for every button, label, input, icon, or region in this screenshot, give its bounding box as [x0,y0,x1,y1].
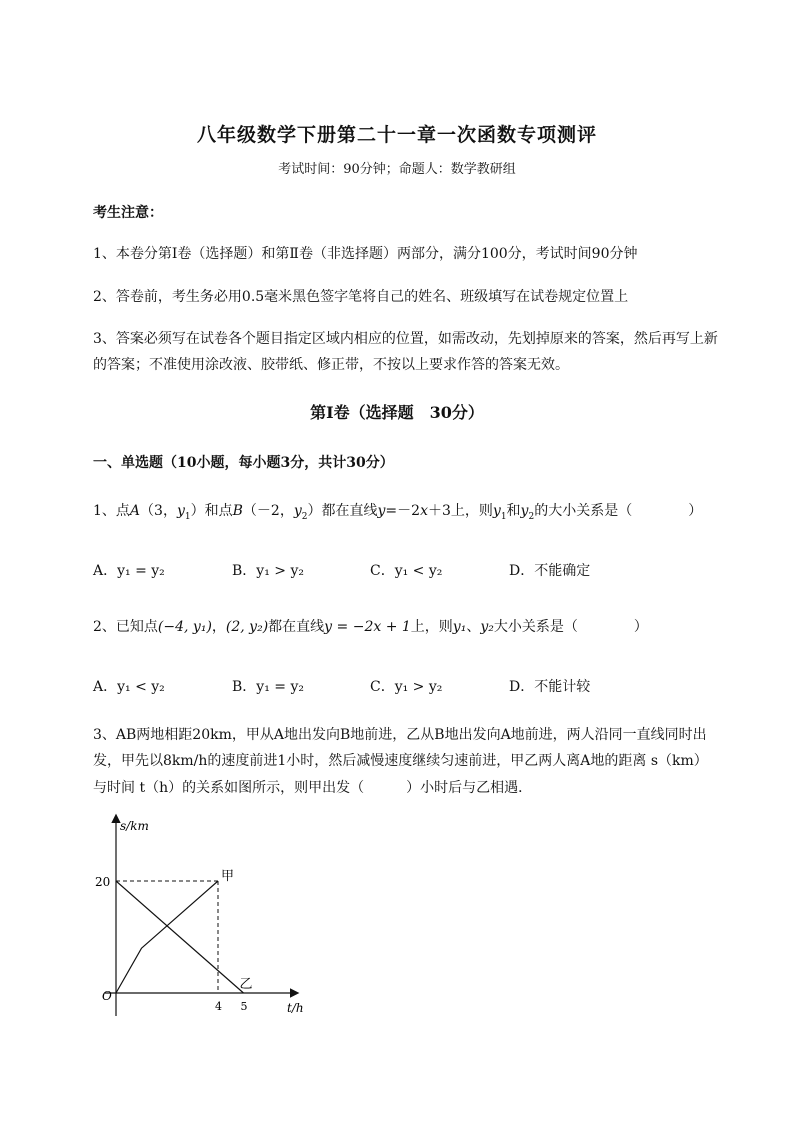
q1-var: y [377,503,386,519]
q2-var: y₁ [452,619,467,635]
page-title: 八年级数学下册第二十一章一次函数专项测评 [196,124,597,146]
series-line-1 [116,881,244,993]
q1-text: （－2， [242,503,294,519]
q1-var: y [520,503,529,519]
q1-sub: 1 [500,511,507,522]
q2-text: 、 [466,619,481,635]
question-2 [93,616,648,636]
x-tick-5: 5 [240,1000,248,1013]
notice-item-1: 1、本卷分第I卷（选择题）和第Ⅱ卷（非选择题）两部分，满分100分，考试时间90分钟 [93,246,638,262]
q1-text: ）和点 [190,503,233,519]
q1-var: y [492,503,501,519]
q2-text: 大小关系是（ ） [493,619,648,635]
origin-label: O [102,989,112,1003]
q2-text: ， [211,619,226,635]
q2-option-c[interactable]: C．y₁ > y₂ [370,679,443,695]
question-3-line-3: 与时间 t（h）的关系如图所示，则甲出发（ ）小时后与乙相遇． [93,780,533,796]
q1-var: x [420,503,428,519]
q1-sub: 2 [528,511,535,522]
q1-text: 和 [506,503,521,519]
q1-text: ＋3上，则 [427,503,493,519]
q2-option-b[interactable]: B．y₁ = y₂ [232,679,304,695]
q2-point-1: (−4, y₁) [157,619,212,635]
y-axis-label: s/km [120,819,149,833]
q1-text: ）都在直线 [307,503,378,519]
y-tick-20: 20 [95,875,111,889]
q1-var: y [293,503,302,519]
q1-point-a: A [129,503,141,519]
q1-sub: 2 [301,511,308,522]
notice-item-2: 2、答卷前，考生务必用0.5毫米黑色签字笔将自己的姓名、班级填写在试卷规定位置上 [93,289,629,305]
q2-equation: y = −2x + 1 [324,619,411,635]
distance-time-graph [85,810,315,1025]
question-3-line-2: 发，甲先以8km/h的速度前进1小时，然后减慢速度继续匀速前进，甲乙两人离A地的距离 s（km） [93,753,708,769]
question-1 [93,500,702,522]
q1-text: 的大小关系是（ ） [534,503,703,519]
q1-sub: 1 [184,511,191,522]
q1-text: 1、点 [93,503,130,519]
x-tick-4: 4 [215,1000,222,1013]
section-title: 第I卷（选择题 30分） [310,403,484,422]
q1-option-d[interactable]: D．不能确定 [509,563,591,579]
q1-text: =－2 [385,503,421,519]
q2-text: 2、已知点 [93,619,158,635]
notice-item-3: 3、答案必须写在试卷各个题目指定区域内相应的位置，如需改动，先划掉原来的答案，然后再写上新 [93,331,718,347]
q2-text: 都在直线 [268,619,325,635]
exam-info: 考试时间：90分钟；命题人：数学教研组 [278,162,516,177]
q2-point-2: (2, y₂) [225,619,269,635]
notice-item-3-cont: 的答案；不准使用涂改液、胶带纸、修正带，不按以上要求作答的答案无效。 [93,357,569,373]
series-label-yi: 乙 [239,977,253,992]
series-label-jia: 甲 [221,869,235,884]
q1-option-a[interactable]: A．y₁ = y₂ [93,563,165,579]
q2-text: 上，则 [410,619,453,635]
q2-var: y₂ [480,619,494,635]
x-axis-label: t/h [287,1001,304,1015]
q1-text: （3， [140,503,177,519]
q1-point-b: B [232,503,243,519]
q1-option-b[interactable]: B．y₁ > y₂ [232,563,304,579]
series-line-0 [116,881,218,993]
q1-option-c[interactable]: C．y₁ < y₂ [370,563,443,579]
q2-option-d[interactable]: D．不能计较 [509,679,591,695]
q2-option-a[interactable]: A．y₁ < y₂ [93,679,165,695]
notice-heading: 考生注意： [93,205,163,221]
part-heading: 一、单选题（10小题，每小题3分，共计30分） [93,455,394,471]
question-3-line-1: 3、AB两地相距20km，甲从A地出发向B地前进，乙从B地出发向A地前进，两人沿同一直线同时出 [93,727,707,743]
q1-var: y [176,503,185,519]
